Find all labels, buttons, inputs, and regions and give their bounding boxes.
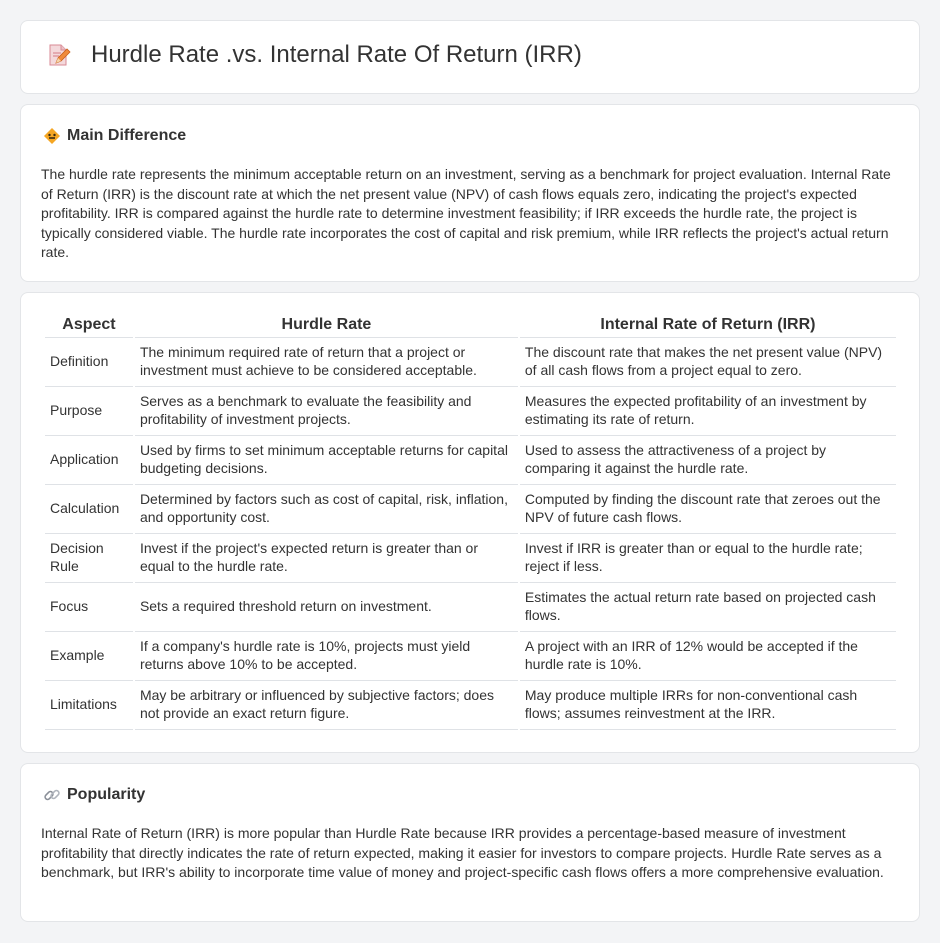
main-difference-text: The hurdle rate represents the minimum acceptable return on an investment, serving as a benchmark for project evaluation. Internal Rate of Return (IRR) is the discount rate at which the net present value (NPV) of cash flows equals zero, indicating the project's expected profitability. IRR is compared against the hurdle rate to determine investment feasibility; if IRR exceeds the hurdle rate, the project is typically considered viable. The hurdle rate incorporates the cost of capital and risk premium, while IRR reflects the project's actual return rate.: [41, 166, 891, 261]
row-irr: A project with an IRR of 12% would be accepted if the hurdle rate is 10%.: [520, 632, 896, 681]
row-irr: Computed by finding the discount rate that zeroes out the NPV of future cash flows.: [520, 485, 896, 534]
row-hurdle-rate: Serves as a benchmark to evaluate the feasibility and profitability of investment projects.: [135, 387, 518, 436]
row-hurdle-rate: The minimum required rate of return that a project or investment must achieve to be considered acceptable.: [135, 338, 518, 387]
header-hurdle-rate: Hurdle Rate: [135, 315, 518, 338]
row-aspect: Purpose: [45, 387, 133, 436]
row-irr: Measures the expected profitability of an investment by estimating its rate of return.: [520, 387, 896, 436]
row-aspect: Definition: [45, 338, 133, 387]
table-header-row: [45, 315, 896, 338]
row-irr: The discount rate that makes the net present value (NPV) of all cash flows from a project equal to zero.: [520, 338, 896, 387]
popularity-title: Popularity: [67, 786, 146, 803]
row-hurdle-rate: Used by firms to set minimum acceptable returns for capital budgeting decisions.: [135, 436, 518, 485]
page-title: Hurdle Rate .vs. Internal Rate Of Return (IRR): [91, 41, 582, 68]
row-irr: May produce multiple IRRs for non-conventional cash flows; assumes reinvestment at the IRR.: [520, 681, 896, 730]
row-hurdle-rate: If a company's hurdle rate is 10%, projects must yield returns above 10% to be accepted.: [135, 632, 518, 681]
main-difference-card: [20, 104, 920, 282]
row-hurdle-rate: Sets a required threshold return on investment.: [135, 583, 518, 632]
row-irr: Estimates the actual return rate based on projected cash flows.: [520, 583, 896, 632]
main-difference-title: Main Difference: [67, 127, 187, 144]
comparison-table: [43, 315, 898, 730]
row-hurdle-rate: May be arbitrary or influenced by subjective factors; does not provide an exact return figure.: [135, 681, 518, 730]
row-irr: Invest if IRR is greater than or equal to the hurdle rate; reject if less.: [520, 534, 896, 583]
table-row: [45, 436, 896, 485]
document-edit-icon: [45, 42, 71, 68]
row-aspect: Decision Rule: [45, 534, 133, 583]
row-hurdle-rate: Determined by factors such as cost of capital, risk, inflation, and opportunity cost.: [135, 485, 518, 534]
table-row: [45, 681, 896, 730]
comparison-card: [20, 292, 920, 753]
header-irr: Internal Rate of Return (IRR): [520, 315, 896, 338]
popularity-text: Internal Rate of Return (IRR) is more popular than Hurdle Rate because IRR provides a percentage-based measure of investment profitability that directly indicates the rate of return expected, making it easier for investors to compare projects. Hurdle Rate serves as a benchmark, but IRR's ability to incorporate time value of money and project-specific cash flows offers a more comprehensive evaluation.: [41, 825, 884, 881]
link-icon: [43, 786, 61, 804]
row-aspect: Calculation: [45, 485, 133, 534]
header-aspect: Aspect: [45, 315, 133, 338]
table-row: [45, 387, 896, 436]
table-row: [45, 338, 896, 387]
diamond-warning-icon: [43, 127, 61, 145]
row-irr: Used to assess the attractiveness of a project by comparing it against the hurdle rate.: [520, 436, 896, 485]
row-hurdle-rate: Invest if the project's expected return is greater than or equal to the hurdle rate.: [135, 534, 518, 583]
table-row: [45, 583, 896, 632]
row-aspect: Example: [45, 632, 133, 681]
row-aspect: Limitations: [45, 681, 133, 730]
popularity-card: [20, 763, 920, 922]
table-row: [45, 632, 896, 681]
table-row: [45, 534, 896, 583]
row-aspect: Application: [45, 436, 133, 485]
row-aspect: Focus: [45, 583, 133, 632]
header-card: [20, 20, 920, 94]
table-row: [45, 485, 896, 534]
